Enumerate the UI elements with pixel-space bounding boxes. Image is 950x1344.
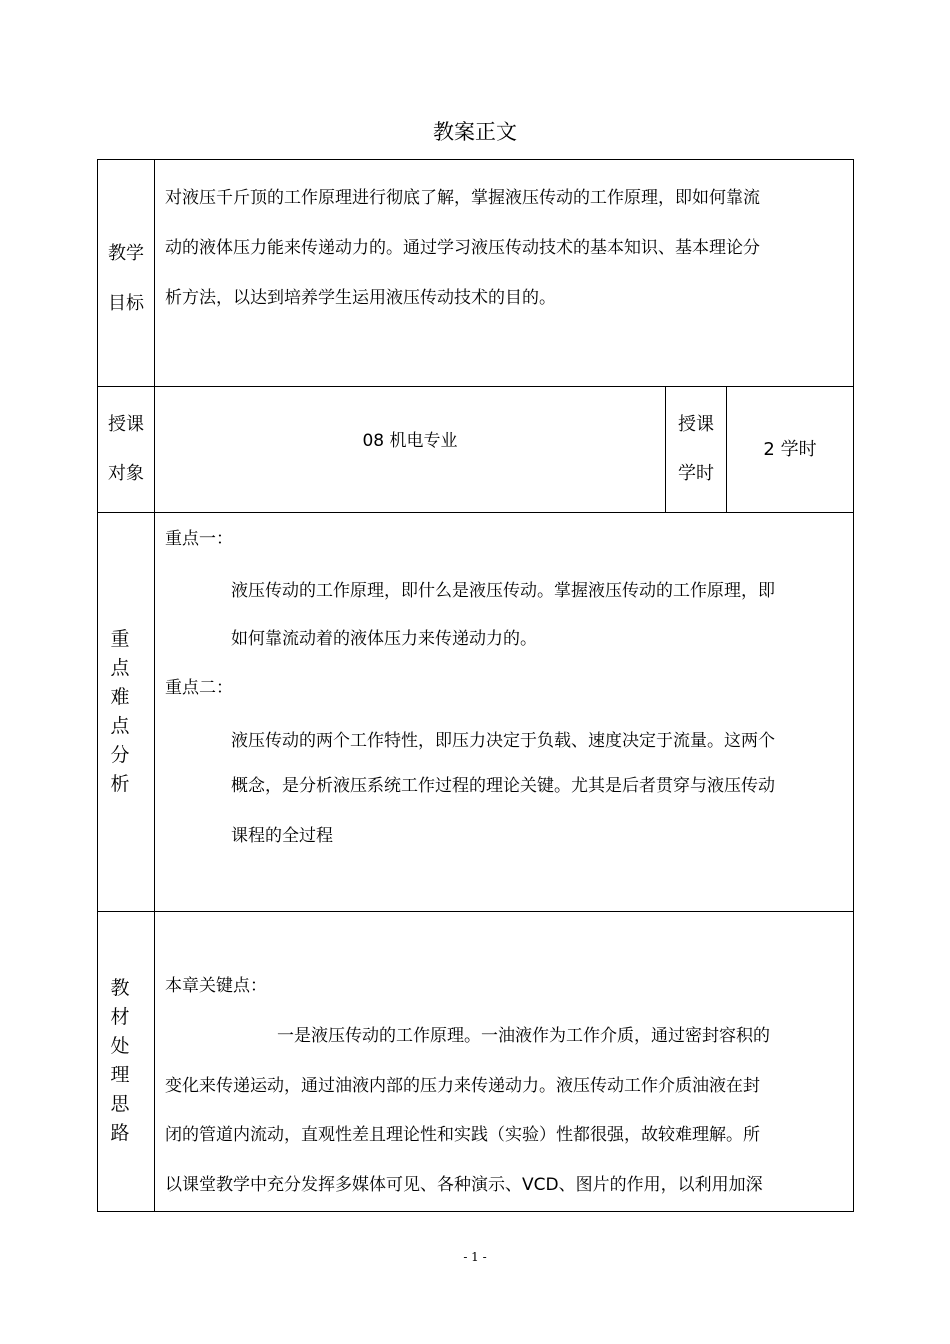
table-border-right xyxy=(853,159,854,1212)
hours-label-line1: 授课 xyxy=(678,414,714,435)
point2-line-3: 课程的全过程 xyxy=(231,826,333,846)
objective-label xyxy=(98,229,154,329)
label-column-divider xyxy=(154,159,155,1212)
point1-line-1: 液压传动的工作原理，即什么是液压传动。掌握液压传动的工作原理，即 xyxy=(231,581,775,601)
objective-label-line2: 目标 xyxy=(108,293,144,314)
materials-heading: 本章关键点： xyxy=(165,976,267,996)
materials-label-char: 理 xyxy=(110,1064,130,1086)
audience-value: 08 机电专业 xyxy=(362,431,458,451)
materials-label-char: 路 xyxy=(110,1122,130,1144)
row-divider-objective xyxy=(97,386,854,387)
point1-heading: 重点一： xyxy=(165,529,233,549)
materials-line-3: 闭的管道内流动，直观性差且理论性和实践（实验）性都很强，故较难理解。所 xyxy=(165,1125,760,1145)
keypoints-label-char: 重 xyxy=(110,628,130,650)
audience-label-line2: 对象 xyxy=(108,463,144,484)
keypoints-label-char: 分 xyxy=(110,744,130,766)
keypoints-label-char: 点 xyxy=(110,657,130,679)
audience-label-line1: 授课 xyxy=(108,414,144,435)
row-divider-audience xyxy=(97,512,854,513)
materials-line-1: 一是液压传动的工作原理。一油液作为工作介质，通过密封容积的 xyxy=(277,1026,770,1046)
page-number: - 1 - xyxy=(463,1250,487,1264)
point2-line-1: 液压传动的两个工作特性，即压力决定于负载、速度决定于流量。这两个 xyxy=(231,731,775,751)
table-border-bottom xyxy=(97,1211,854,1212)
hours-label-line2: 学时 xyxy=(678,463,714,484)
row-divider-keypoints xyxy=(97,911,854,912)
materials-label xyxy=(98,974,142,1148)
lesson-plan-table xyxy=(97,159,854,1212)
audience-label xyxy=(98,400,154,498)
point1-line-2: 如何靠流动着的液体压力来传递动力的。 xyxy=(231,629,537,649)
hours-label xyxy=(666,400,726,498)
keypoints-label-char: 难 xyxy=(110,686,130,708)
objective-line-3: 析方法，以达到培养学生运用液压传动技术的目的。 xyxy=(165,288,556,308)
materials-label-char: 思 xyxy=(110,1093,130,1115)
hours-value: 2 学时 xyxy=(763,439,817,460)
objective-line-1: 对液压千斤顶的工作原理进行彻底了解，掌握液压传动的工作原理，即如何靠流 xyxy=(165,188,760,208)
objective-label-line1: 教学 xyxy=(108,243,144,264)
table-border-top xyxy=(97,159,854,160)
materials-line-2: 变化来传递运动，通过油液内部的压力来传递动力。液压传动工作介质油液在封 xyxy=(165,1076,760,1096)
keypoints-label-char: 析 xyxy=(110,773,130,795)
materials-label-char: 处 xyxy=(110,1035,130,1057)
objective-line-2: 动的液体压力能来传递动力的。通过学习液压传动技术的基本知识、基本理论分 xyxy=(165,238,760,258)
materials-label-char: 教 xyxy=(110,977,130,999)
materials-label-char: 材 xyxy=(110,1006,130,1028)
materials-line-4: 以课堂教学中充分发挥多媒体可见、各种演示、VCD、图片的作用，以利用加深 xyxy=(165,1175,763,1195)
point2-line-2: 概念，是分析液压系统工作过程的理论关键。尤其是后者贯穿与液压传动 xyxy=(231,776,775,796)
keypoints-label-char: 点 xyxy=(110,715,130,737)
page-title: 教案正文 xyxy=(433,120,517,144)
point2-heading: 重点二： xyxy=(165,678,233,698)
keypoints-label xyxy=(98,625,142,799)
